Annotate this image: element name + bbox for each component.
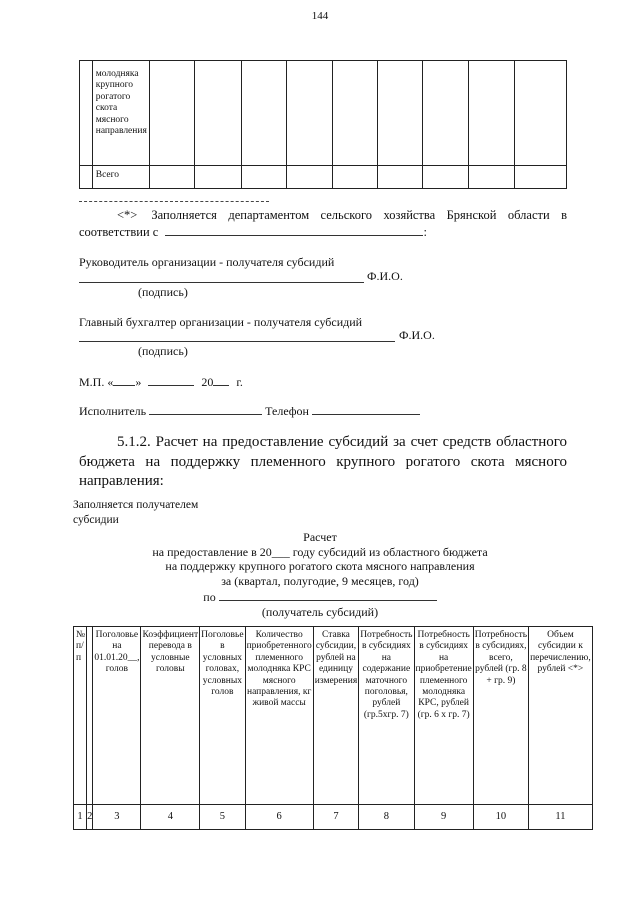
header-cell: № п/п xyxy=(74,627,87,805)
executor-field[interactable] xyxy=(149,403,262,415)
column-number: 3 xyxy=(93,805,141,830)
row-label-total: Всего xyxy=(92,166,149,189)
stamp-date-line: М.П. « » 20 г. xyxy=(79,375,243,389)
header-cell: Коэффициент перевода в условные головы xyxy=(141,627,200,805)
head-title: Руководитель организации - получателя субсидий xyxy=(79,255,335,269)
continuation-table xyxy=(79,60,567,189)
column-number: 10 xyxy=(473,805,528,830)
column-number: 5 xyxy=(200,805,245,830)
footnote-line2: соответствии с : xyxy=(79,225,427,239)
column-number: 8 xyxy=(359,805,414,830)
phone-field[interactable] xyxy=(312,403,420,415)
calc-title-block: Расчет на предоставление в 20___ году субсидий из областного бюджета на поддержку крупного рогатого скота мясного направления за (квартал, полугодие, 9 месяцев, год) по (получатель субсидий) xyxy=(80,530,560,619)
table-row xyxy=(80,61,567,166)
table-header-row xyxy=(74,627,593,805)
column-number: 4 xyxy=(141,805,200,830)
column-number: 1 xyxy=(74,805,87,830)
accountant-title: Главный бухгалтер организации - получателя субсидий xyxy=(79,315,363,329)
section-heading: 5.1.2. Расчет на предоставление субсидий за счет средств областного бюджета на поддержку племенного крупного рогатого скота мясного направления: xyxy=(79,434,567,489)
column-number: 9 xyxy=(414,805,473,830)
head-fio: Ф.И.О. xyxy=(367,269,403,283)
header-cell: Ставка субсидии, рублей на единицу измерения xyxy=(313,627,358,805)
footnote-text: Заполняется департаментом сельского хозяйства Брянской области в xyxy=(151,208,567,222)
accountant-signature-label: (подпись) xyxy=(138,344,188,358)
accountant-signature-line[interactable] xyxy=(79,341,395,342)
calculation-table xyxy=(73,626,593,830)
filled-by-note: Заполняется получателем субсидии xyxy=(73,499,199,526)
header-cell: Потребность в субсидиях на содержание маточного поголовья, рублей (гр.5хгр. 7) xyxy=(359,627,414,805)
fill-line[interactable] xyxy=(165,224,423,236)
column-number: 11 xyxy=(529,805,593,830)
page-number: 144 xyxy=(311,10,329,22)
head-signature-line[interactable] xyxy=(79,282,364,283)
header-cell: Потребность в субсидиях на приобретение племенного молодняка КРС, рублей (гр. 6 х гр. 7) xyxy=(414,627,473,805)
table-number-row xyxy=(74,805,593,830)
column-number: 6 xyxy=(245,805,313,830)
head-signature-label: (подпись) xyxy=(138,285,188,299)
header-cell: Объем субсидии к перечислению, рублей <*> xyxy=(529,627,593,805)
header-cell: Количество приобретенного племенного молодняка КРС мясного направления, кг живой массы xyxy=(245,627,313,805)
column-number: 2 xyxy=(87,805,93,830)
executor-line: Исполнитель Телефон xyxy=(79,403,420,419)
footnote-divider xyxy=(79,201,269,202)
header-cell: Потребность в субсидиях, всего, рублей (гр. 8 + гр. 9) xyxy=(473,627,528,805)
header-cell: Поголовье в условных головах, условных голов xyxy=(200,627,245,805)
row-label-young-cattle: молодняка крупного рогатого скота мясного направления xyxy=(92,61,149,166)
calc-title: Расчет xyxy=(303,530,337,544)
footnote-mark: <*> xyxy=(117,208,138,222)
footnote-line1 xyxy=(117,207,567,223)
accountant-fio: Ф.И.О. xyxy=(399,328,435,342)
column-number: 7 xyxy=(313,805,358,830)
header-cell: Поголовье на 01.01.20__, голов xyxy=(93,627,141,805)
recipient-label: (получатель субсидий) xyxy=(261,604,379,619)
table-row xyxy=(80,166,567,189)
recipient-field[interactable] xyxy=(219,589,437,601)
